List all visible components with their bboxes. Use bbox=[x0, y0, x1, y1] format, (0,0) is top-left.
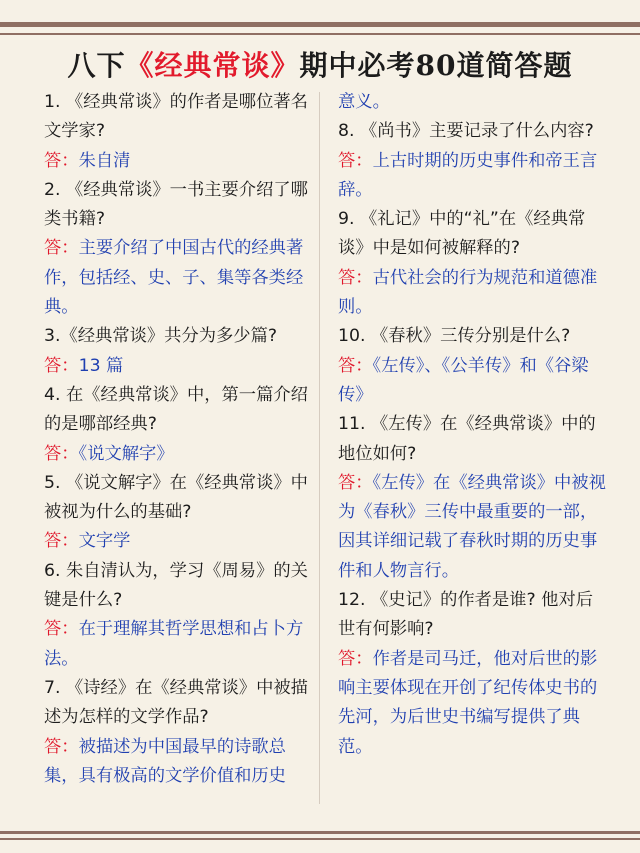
question-3: 3.《经典常谈》共分为多少篇? bbox=[44, 326, 278, 347]
answer-label: 答： bbox=[338, 267, 373, 288]
answer-text: 《左传》在《经典常谈》中被视为《春秋》三传中最重要的一部，因其详细记载了春秋时期的历史事件和人物言行。 bbox=[338, 472, 606, 581]
question-10: 10. 《春秋》三传分别是什么? bbox=[338, 326, 571, 347]
answer-2 bbox=[44, 234, 314, 322]
answer-text: 《左传》、《公羊传》和《谷梁传》 bbox=[338, 355, 589, 405]
answer-5 bbox=[44, 527, 314, 556]
answer-label: 答： bbox=[338, 472, 373, 493]
title-suffix: 期中必考80道简答题 bbox=[299, 49, 573, 82]
answer-4 bbox=[44, 440, 314, 469]
question-9: 9. 《礼记》中的“礼”在《经典常谈》中是如何被解释的? bbox=[338, 209, 586, 259]
bottom-border-thin bbox=[0, 838, 640, 840]
answer-text: 意义。 bbox=[338, 92, 390, 112]
question-8: 8. 《尚书》主要记录了什么内容? bbox=[338, 121, 594, 142]
answer-label: 答： bbox=[44, 355, 79, 376]
question-5: 5. 《说文解字》在《经典常谈》中被视为什么的基础? bbox=[44, 472, 308, 523]
question-7: 7. 《诗经》在《经典常谈》中被描述为怎样的文学作品? bbox=[44, 677, 308, 728]
title-prefix: 八下 bbox=[67, 49, 126, 82]
question-1: 1. 《经典常谈》的作者是哪位著名文学家? bbox=[44, 92, 308, 142]
answer-text: 在于理解其哲学思想和占卜方法。 bbox=[44, 619, 304, 669]
question-4: 4. 在《经典常谈》中，第一篇介绍的是哪部经典? bbox=[44, 384, 308, 435]
question-2: 2. 《经典常谈》一书主要介绍了哪类书籍? bbox=[44, 179, 308, 230]
answer-label: 答： bbox=[338, 648, 373, 669]
answer-label: 答： bbox=[44, 531, 79, 552]
answer-label: 答： bbox=[44, 443, 79, 464]
answer-label: 答： bbox=[44, 238, 79, 259]
answer-text: 被描述为中国最早的诗歌总集，具有极高的文学价值和历史 bbox=[44, 736, 286, 786]
column-divider bbox=[319, 92, 320, 804]
answer-7 bbox=[44, 733, 314, 792]
answer-label: 答： bbox=[44, 619, 79, 640]
top-border-thick bbox=[0, 22, 640, 27]
answer-text: 主要介绍了中国古代的经典著作，包括经、史、子、集等各类经典。 bbox=[44, 238, 304, 318]
question-6: 6. 朱自清认为，学习《周易》的关键是什么? bbox=[44, 560, 308, 611]
answer-text: 13 篇 bbox=[78, 355, 124, 376]
answer-11 bbox=[338, 469, 606, 586]
answer-text: 《说文解字》 bbox=[78, 443, 174, 464]
answer-label: 答： bbox=[338, 355, 373, 376]
answer-10 bbox=[338, 352, 606, 411]
answer-text: 文字学 bbox=[78, 531, 131, 552]
answer-text: 上古时期的历史事件和帝王言辞。 bbox=[338, 150, 598, 200]
answer-label: 答： bbox=[338, 150, 373, 171]
title-highlight: 《经典常谈》 bbox=[125, 49, 300, 82]
answer-8 bbox=[338, 147, 606, 206]
top-border-thin bbox=[0, 33, 640, 35]
question-11: 11. 《左传》在《经典常谈》中的地位如何? bbox=[338, 414, 596, 464]
answer-12 bbox=[338, 645, 606, 762]
right-column bbox=[338, 88, 606, 762]
answer-7-continuation bbox=[338, 88, 606, 117]
answer-6 bbox=[44, 615, 314, 674]
answer-1 bbox=[44, 147, 314, 176]
answer-3 bbox=[44, 352, 314, 381]
answer-text: 作者是司马迁，他对后世的影响主要体现在开创了纪传体史书的先河，为后世史书编写提供了典范。 bbox=[338, 648, 598, 757]
answer-9 bbox=[338, 264, 606, 323]
answer-label: 答： bbox=[44, 736, 79, 757]
answer-text: 朱自清 bbox=[78, 150, 131, 171]
left-column bbox=[44, 88, 314, 791]
bottom-border-thick bbox=[0, 831, 640, 834]
page-title bbox=[0, 44, 640, 84]
answer-text: 古代社会的行为规范和道德准则。 bbox=[338, 267, 598, 318]
question-12: 12. 《史记》的作者是谁? 他对后世有何影响? bbox=[338, 590, 594, 640]
answer-label: 答： bbox=[44, 150, 79, 171]
